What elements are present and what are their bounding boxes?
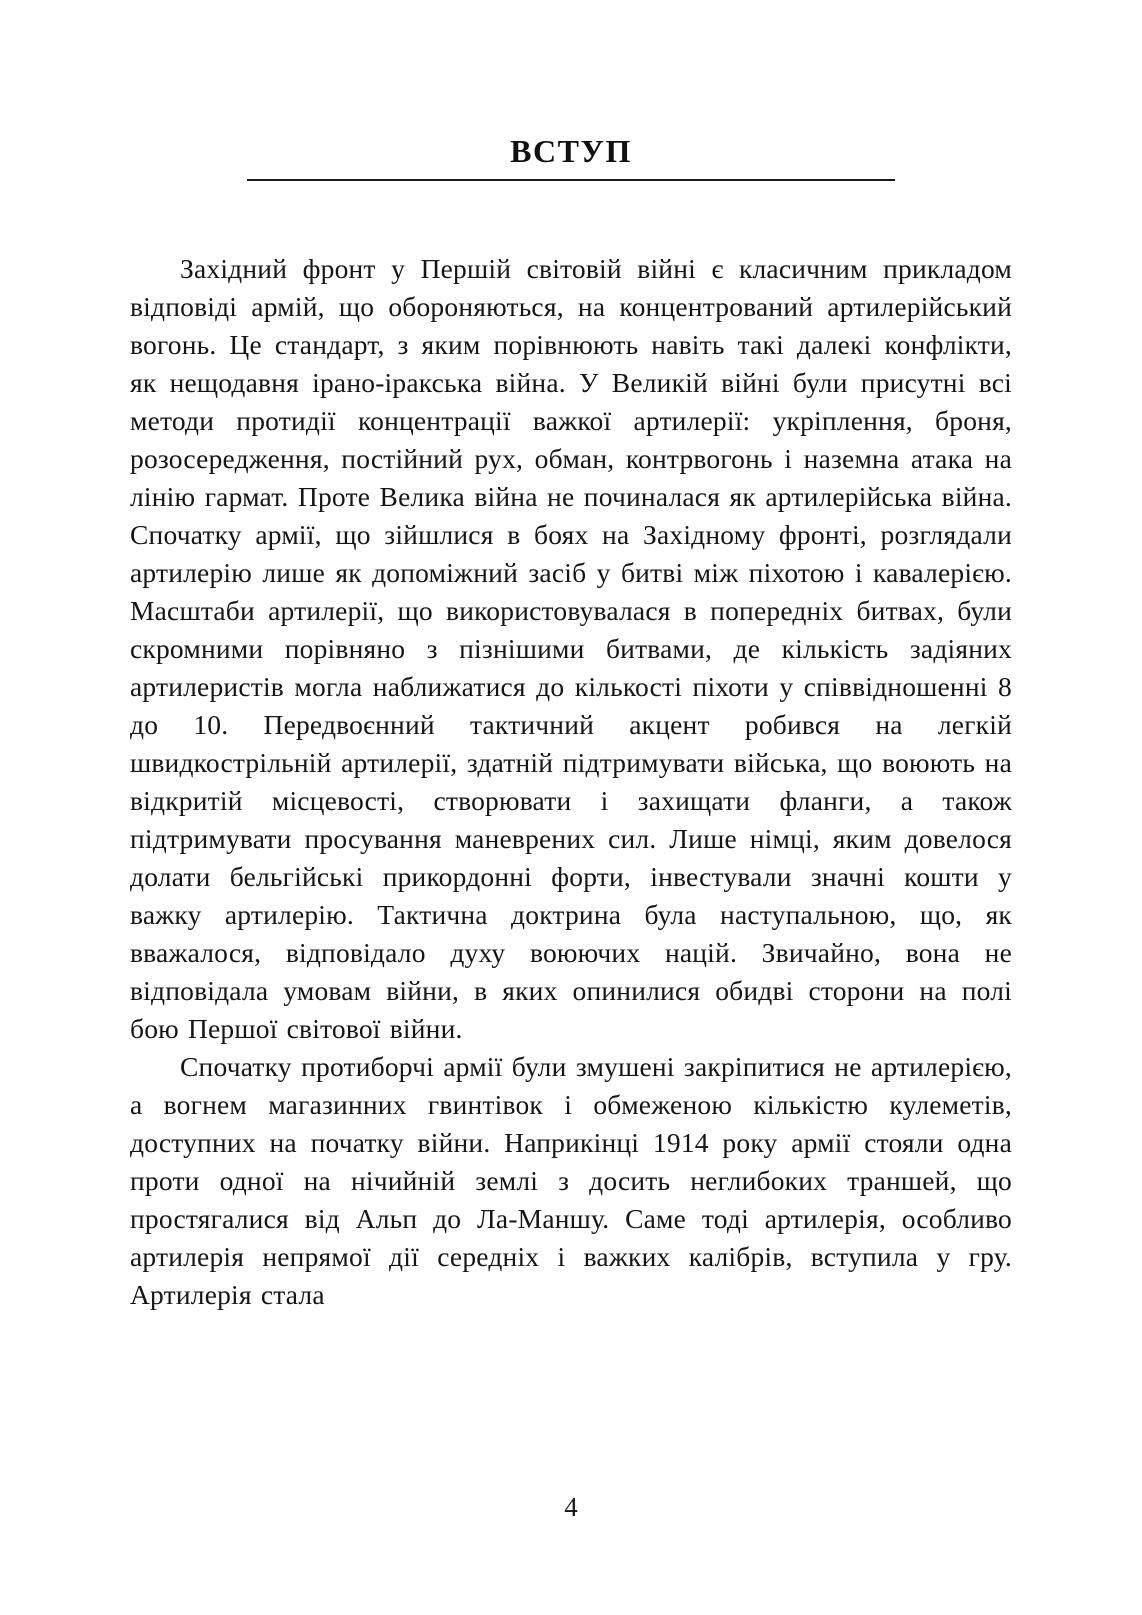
title-underline: [247, 179, 895, 181]
paragraph: Західний фронт у Першій світовій війні є класичним прикладом відповіді армій, що обороняються, на концентрований артилерійський вогонь. Це стандарт, з яким порівнюють навіть такі далекі конфлікти, як нещодавня ірано-іракська війна. У Великій війні були присутні всі методи протидії концентрації важкої артилерії: укріплення, броня, розосередження, постійний рух, обман, контрвогонь і наземна атака на лінію гармат. Проте Велика війна не починалася як артилерійська війна. Спочатку армії, що зійшлися в боях на Західному фронті, розглядали артилерію лише як допоміжний засіб у битві між піхотою і кавалерією. Масштаби артилерії, що використовувалася в попередніх битвах, були скромними порівняно з пізнішими битвами, де кількість задіяних артилеристів могла наближатися до кількості піхоти у співвідношенні 8 до 10. Передвоєнний тактичний акцент робився на легкій швидкострільній артилерії, здатній підтримувати війська, що воюють на відкритій місцевості, створювати і захищати фланги, а також підтримувати просування маневрених сил. Лише німці, яким довелося долати бельгійські прикордонні форти, інвестували значні кошти у важку артилерію. Тактична доктрина була наступальною, що, як вважалося, відповідало духу воюючих націй. Звичайно, вона не відповідала умовам війни, в яких опинилися обидві сторони на полі бою Першої світової війни.: [130, 253, 1012, 1044]
page-number: 4: [564, 1492, 578, 1522]
body-text: [130, 250, 1012, 1314]
page-title: ВСТУП: [510, 133, 632, 169]
paragraph: Спочатку протиборчі армії були змушені закріпитися не артилерією, а вогнем магазинних гвинтівок і обмеженою кількістю кулеметів, доступних на початку війни. Наприкінці 1914 року армії стояли одна проти одної на нічийній землі з досить неглибоких траншей, що простягалися від Альп до Ла-Маншу. Саме тоді артилерія, особливо артилерія непрямої дії середніх і важких калібрів, вступила у гру. Артилерія стала: [130, 1051, 1012, 1310]
